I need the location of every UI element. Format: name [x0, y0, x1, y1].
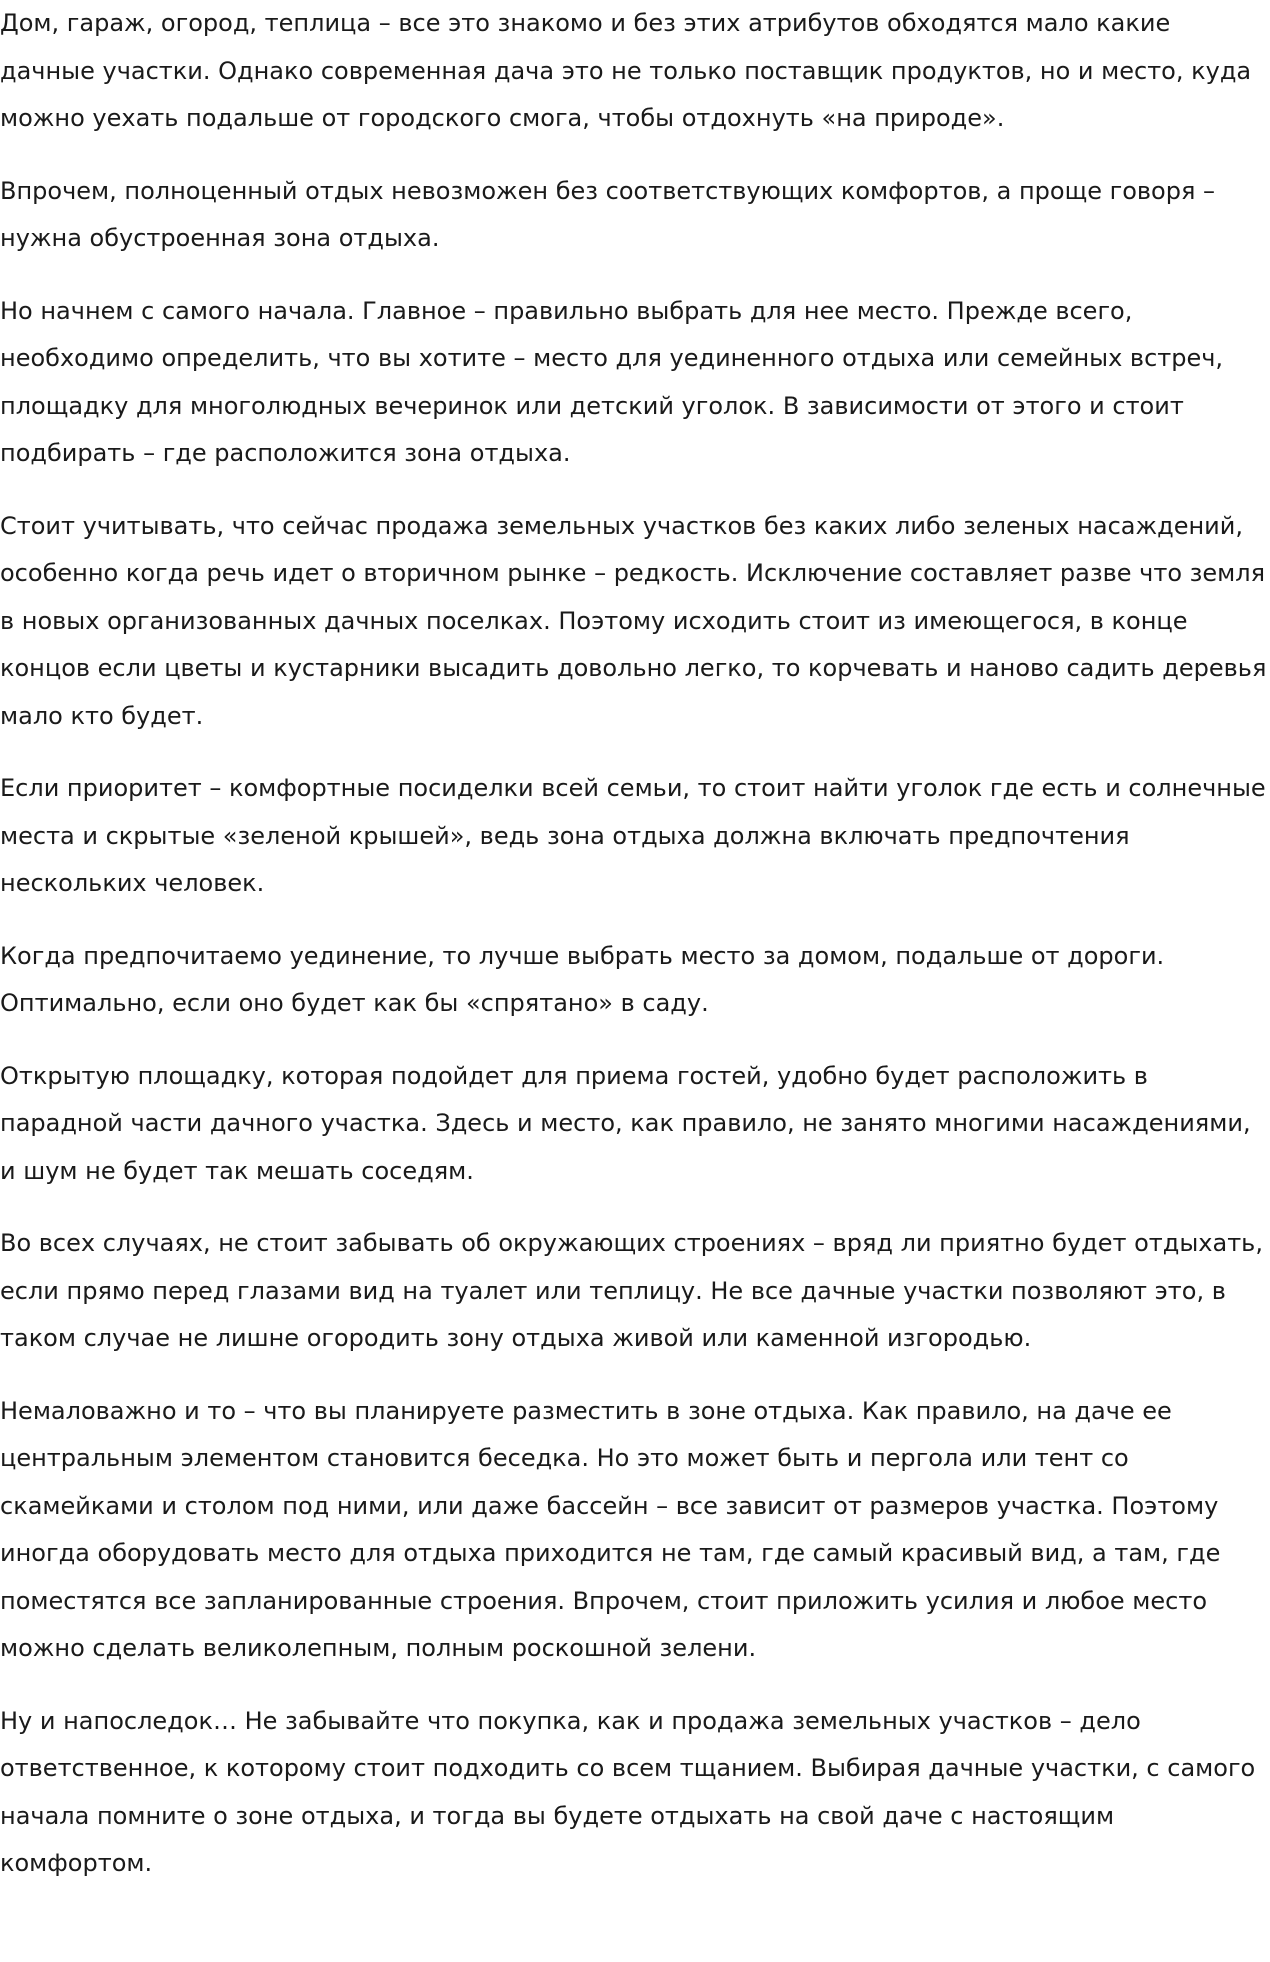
paragraph-comfort: Впрочем, полноценный отдых невозможен без соответствующих комфортов, а проще говоря – нужна обустроенная зона отдыха. — [0, 176, 1216, 252]
paragraph-guests: Открытую площадку, которая подойдет для приема гостей, удобно будет расположить в парадной части дачного участка. Здесь и место, как правило, не занято многими насаждениями, и шум не будет так мешать соседям. — [0, 1061, 1251, 1185]
paragraph-structures: Немаловажно и то – что вы планируете разместить в зоне отдыха. Как правило, на даче ее центральным элементом становится беседка. Но это может быть и пергола или тент со скамейками и столом под ними, или даже бассейн – все зависит от размеров участка. Поэтому иногда оборудовать место для отдыха приходится не там, где самый красивый вид, а там, где поместятся все запланированные строения. Впрочем, стоит приложить усилия и любое место можно сделать великолепным, полным роскошной зелени. — [0, 1396, 1221, 1662]
paragraph-surroundings: Во всех случаях, не стоит забывать об окружающих строениях – вряд ли приятно будет отдыхать, если прямо перед глазами вид на туалет или теплицу. Не все дачные участки позволяют это, в таком случае не лишне огородить зону отдыха живой или каменной изгородью. — [0, 1229, 1263, 1352]
paragraph-existing-plants: Стоит учитывать, что сейчас продажа земельных участков без каких либо зеленых насаждений, особенно когда речь идет о вторичном рынке – редкость. Исключение составляет разве что земля в новых организованных дачных поселках. Поэтому исходить стоит из имеющегося, в конце концов если цветы и кустарники высадить довольно легко, то корчевать и наново садить деревья мало кто будет. — [0, 511, 1267, 730]
paragraph-conclusion: Ну и напоследок… Не забывайте что покупка, как и продажа земельных участков – дело ответственное, к которому стоит подходить со всем тщанием. Выбирая дачные участки, с самого начала помните о зоне отдыха, и тогда вы будете отдыхать на свой даче с настоящим комфортом. — [0, 1706, 1256, 1877]
paragraph-family: Если приоритет – комфортные посиделки всей семьи, то стоит найти уголок где есть и солнечные места и скрытые «зеленой крышей», ведь зона отдыха должна включать предпочтения нескольких человек. — [0, 774, 1266, 897]
paragraph-choose-place: Но начнем с самого начала. Главное – правильно выбрать для нее место. Прежде всего, необходимо определить, что вы хотите – место для уединенного отдыха или семейных встреч, площадку для многолюдных вечеринок или детский уголок. В зависимости от этого и стоит подбирать – где расположится зона отдыха. — [0, 296, 1224, 467]
paragraph-intro: Дом, гараж, огород, теплица – все это знакомо и без этих атрибутов обходятся мало какие дачные участки. Однако современная дача это не только поставщик продуктов, но и место, куда можно уехать подальше от городского смога, чтобы отдохнуть «на природе». — [0, 9, 1252, 132]
paragraph-solitude: Когда предпочитаемо уединение, то лучше выбрать место за домом, подальше от дороги. Оптимально, если оно будет как бы «спрятано» в саду. — [0, 941, 1165, 1017]
